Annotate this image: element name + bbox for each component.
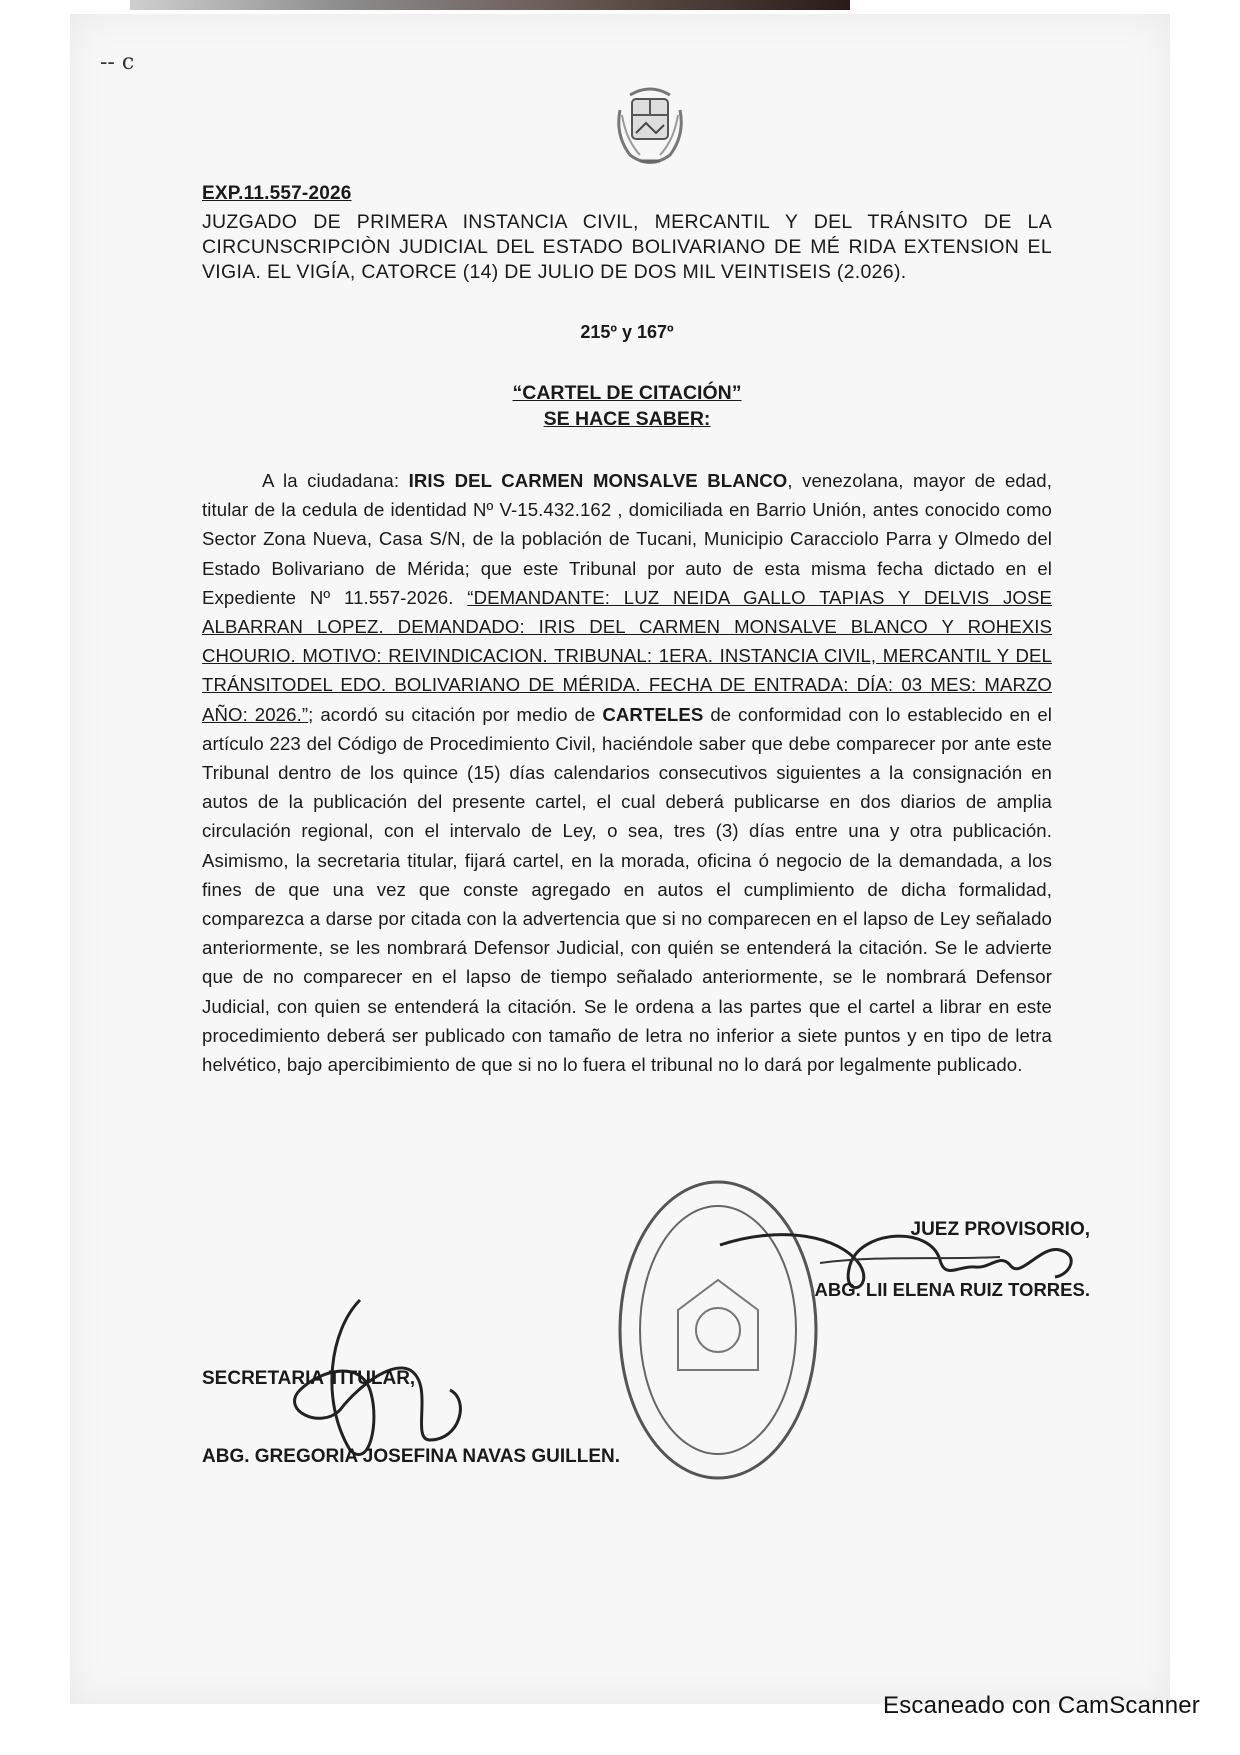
judge-role: JUEZ PROVISORIO, [910,1219,1090,1240]
body-main: de conformidad con lo establecido en el artículo 223 del Código de Procedimiento Civil, haciéndole saber que debe comparecer por ante este Tribunal dentro de los quince (15) días calendarios consecutivos siguientes a la consignación en autos de la publicación del presente cartel, el cual deberá publicarse en dos diarios de amplia circulación regional, con el intervalo de Ley, o sea, tres (3) días entre una y otra publicación. Asimismo, la secretaria titular, fijará cartel, en la morada, oficina ó negocio de la demandada, a los fines de que una vez que conste agregado en autos el cumplimiento de dicha formalidad, comparezca a darse por citada con la advertencia que si no comparecen en el lapso de Ley señalado anteriormente, se les nombrará Defensor Judicial, con quién se entenderá la citación. Se le advierte que de no comparecer en el lapso de tiempo señalado anteriormente, se le nombrará Defensor Judicial, con quien se entenderá la citación. Se le ordena a las partes que el cartel a librar en este procedimiento deberá ser publicado con tamaño de letra no inferior a siete puntos y en tipo de letra helvético, bajo apercibimiento de que si no lo fuera el tribunal no lo dará por legalmente publicado. [202,703,1052,1076]
document-body [202,466,1052,1079]
judge-name: ABG. LII ELENA RUIZ TORRES. [814,1279,1090,1300]
era-years: 215º y 167º [580,322,674,342]
scan-top-edge [130,0,850,10]
coat-of-arms-seal [600,75,700,175]
case-caption: “DEMANDANTE: LUZ NEIDA GALLO TAPIAS Y DELVIS JOSE ALBARRAN LOPEZ. DEMANDADO: IRIS DEL CARMEN MONSALVE BLANCO Y ROHEXIS CHOURIO. MOTIVO: REIVINDICACION. TRIBUNAL: 1ERA. INSTANCIA CIVIL, MERCANTIL Y DEL TRÁNSITODEL EDO. BOLIVARIANO DE MÉRIDA. FECHA DE ENTRADA: DÍA: 03 MES: MARZO AÑO: 2026.” [202,586,1052,725]
carteles-word: CARTELES [602,703,704,725]
addressee-name: IRIS DEL CARMEN MONSALVE BLANCO [408,470,788,491]
judge-signature-block [700,1200,1090,1320]
secretary-role: SECRETARIA TITULAR, [202,1368,416,1389]
title-cartel: “CARTEL DE CITACIÓN” [512,382,742,404]
body-identity: , venezolana, mayor de edad, titular de la cedula de identidad Nº V-15.432.162 , domiciliada en Barrio Unión, antes conocido como Sector Zona Nueva, Casa S/N, de la población de Tucani, Municipio Caracciolo Parra y Olmedo del Estado Bolivariano de Mérida; que este Tribunal por auto de esta misma fecha dictado en el Expediente Nº 11.557-2026. [202,470,1052,608]
secretary-name: ABG. GREGORIA JOSEFINA NAVAS GUILLEN. [202,1446,621,1467]
expediente-code: EXP.11.557-2026 [202,183,352,204]
court-header: JUZGADO DE PRIMERA INSTANCIA CIVIL, MERCANTIL Y DEL TRÁNSITO DE LA CIRCUNSCRIPCIÒN JUDICIAL DEL ESTADO BOLIVARIANO DE MÉ RIDA EXTENSION EL VIGIA. EL VIGÍA, CATORCE (14) DE JULIO DE DOS MIL VEINTISEIS (2.026). [202,211,1052,283]
body-intro: A la ciudadana: [262,470,409,491]
body-agreement: ; acordó su citación por medio de [308,703,603,725]
secretary-signature-block [202,1340,722,1496]
document-title [202,380,1052,432]
camscanner-watermark: Escaneado con CamScanner [883,1692,1200,1719]
handwritten-corner-mark: -- c [100,50,135,75]
title-se-hace-saber: SE HACE SABER: [543,408,711,430]
